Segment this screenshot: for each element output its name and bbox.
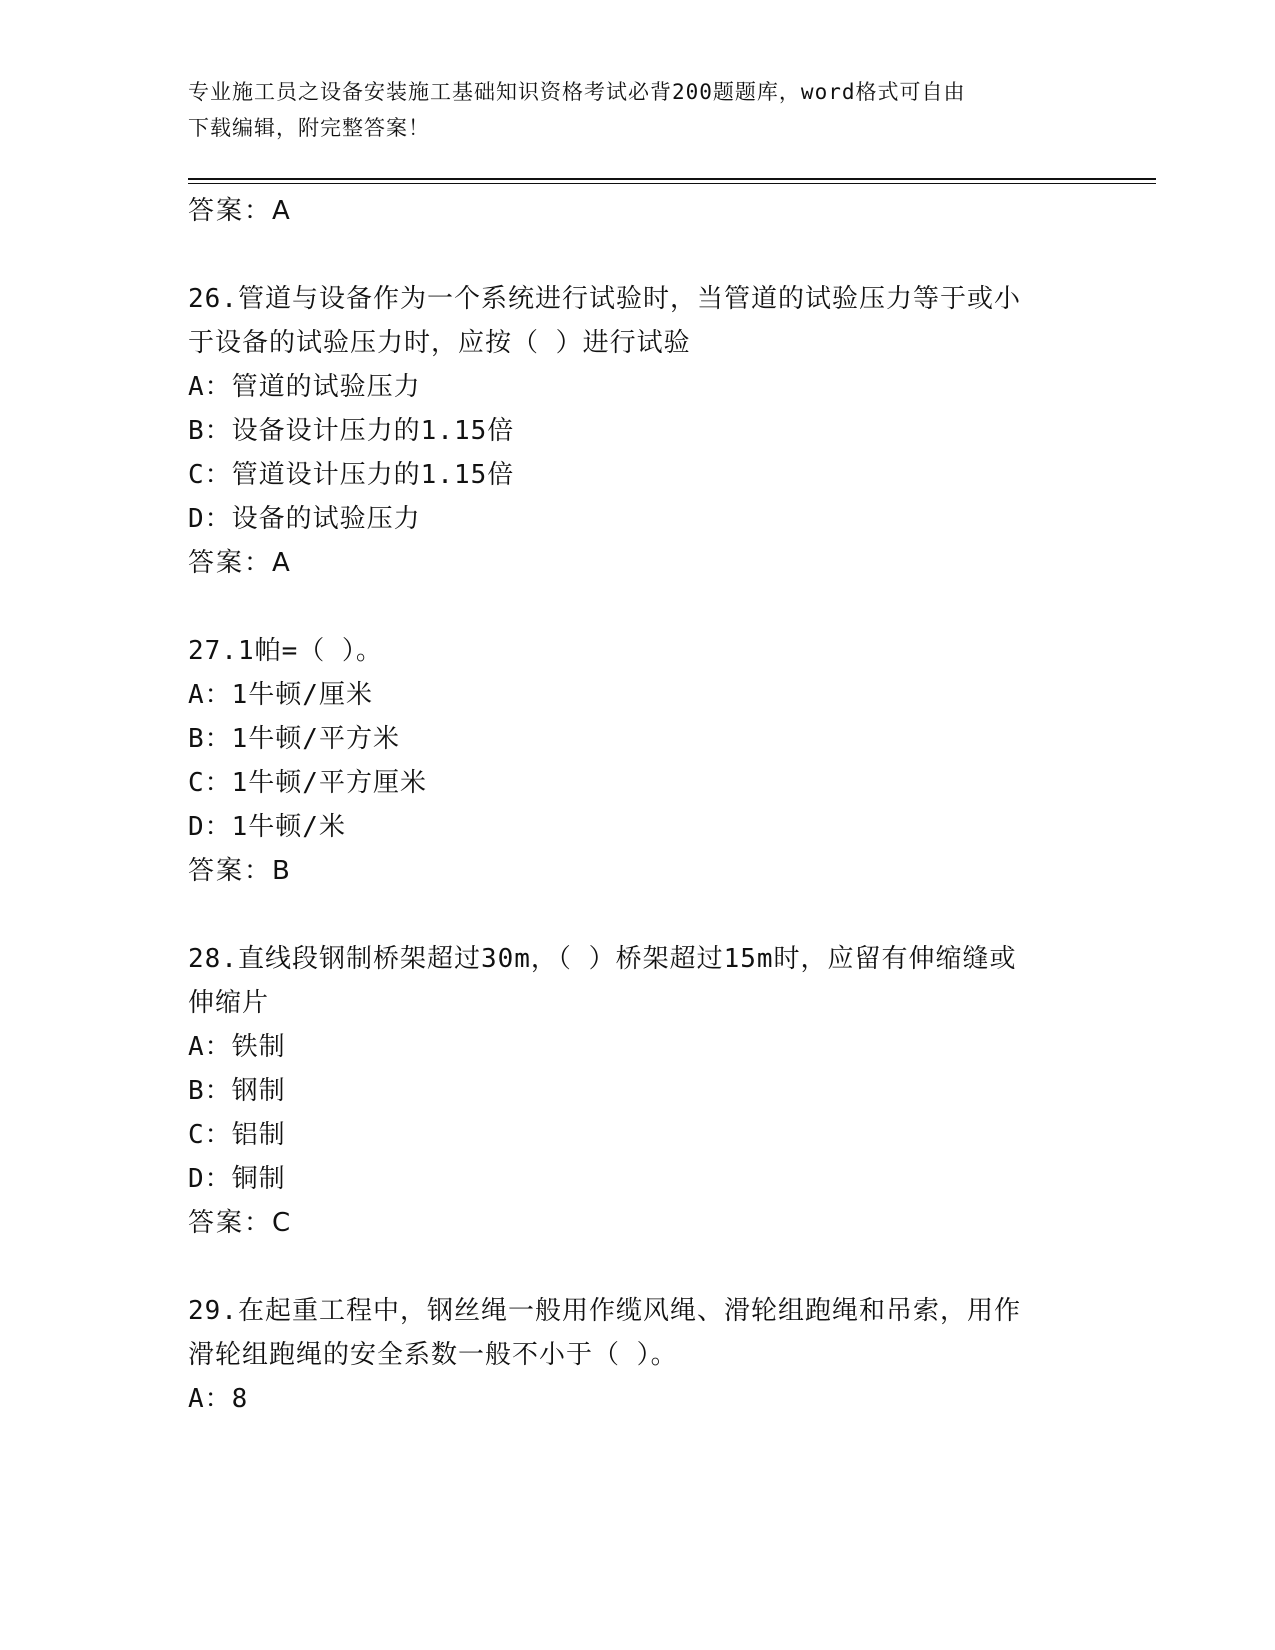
option-c: C：管道设计压力的1.15倍 <box>188 460 515 490</box>
option-c: C：1牛顿/平方厘米 <box>188 768 427 798</box>
answer-line: 答案：B <box>188 856 292 886</box>
option-b: B：钢制 <box>188 1076 286 1106</box>
question-stem: 28.直线段钢制桥架超过30m，（ ）桥架超过15m时，应留有伸缩缝或 <box>188 944 1017 974</box>
option-d: D：设备的试验压力 <box>188 504 421 534</box>
option-b: B：设备设计压力的1.15倍 <box>188 416 515 446</box>
option-d: D：铜制 <box>188 1164 286 1194</box>
header-rule-thin <box>188 183 1156 184</box>
question-stem: 29.在起重工程中，钢丝绳一般用作缆风绳、滑轮组跑绳和吊索，用作 <box>188 1296 1021 1326</box>
header-line-1: 专业施工员之设备安装施工基础知识资格考试必背200题题库，word格式可自由 <box>188 80 966 104</box>
question-stem: 26.管道与设备作为一个系统进行试验时，当管道的试验压力等于或小 <box>188 284 1021 314</box>
option-c: C：铝制 <box>188 1120 286 1150</box>
header-line-2: 下载编辑，附完整答案！ <box>188 116 430 140</box>
question-stem: 伸缩片 <box>188 988 270 1018</box>
question-stem: 27.1帕=（ ）。 <box>188 636 383 666</box>
option-a: A：1牛顿/厘米 <box>188 680 373 710</box>
header-rule <box>188 178 1156 180</box>
option-a: A：管道的试验压力 <box>188 372 421 402</box>
answer-line: 答案：A <box>188 196 292 226</box>
option-a: A：8 <box>188 1384 249 1414</box>
option-d: D：1牛顿/米 <box>188 812 346 842</box>
document-header <box>188 74 1088 146</box>
answer-line: 答案：C <box>188 1208 293 1238</box>
question-stem: 于设备的试验压力时，应按（ ）进行试验 <box>188 328 691 358</box>
answer-line: 答案：A <box>188 548 292 578</box>
option-b: B：1牛顿/平方米 <box>188 724 400 754</box>
question-stem: 滑轮组跑绳的安全系数一般不小于（ ）。 <box>188 1340 678 1370</box>
option-a: A：铁制 <box>188 1032 286 1062</box>
